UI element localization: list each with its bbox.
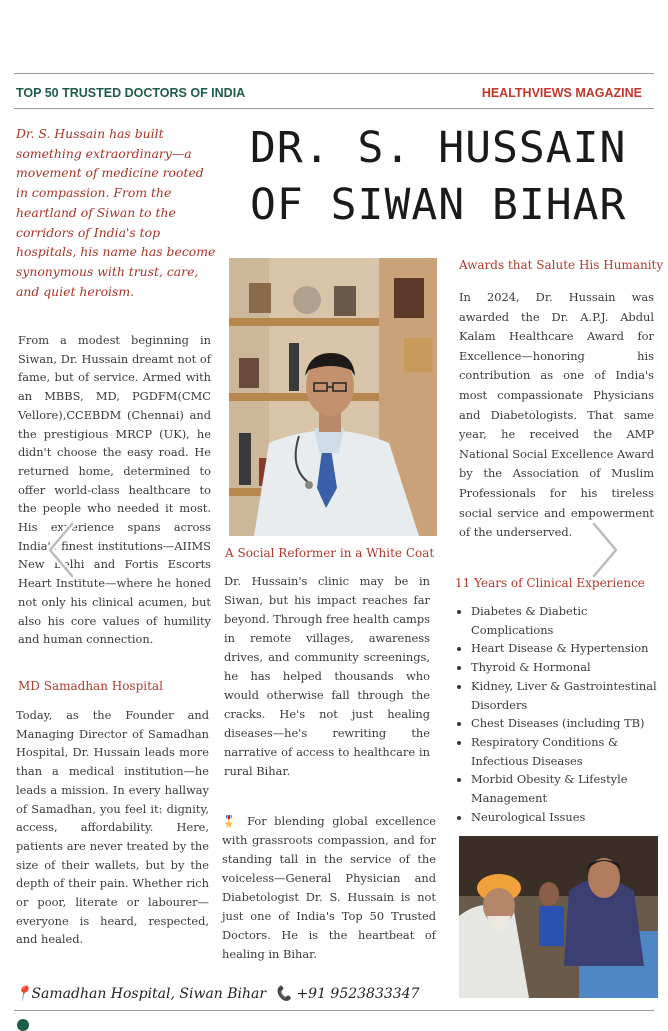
footer-contact <box>14 986 420 1002</box>
header-right-label: HEALTHVIEWS MAGAZINE <box>481 86 642 100</box>
page-indicator-dot <box>17 1019 29 1031</box>
footer-phone[interactable]: +91 9523833347 <box>296 986 420 1002</box>
section-heading-samadhan: MD Samadhan Hospital <box>18 679 163 693</box>
col2-reformer-paragraph: Dr. Hussain's clinic may be in Siwan, but his impact reaches far beyond. Through free health camps in remote villages, awareness drives, and community screenings, he has helped thousands who would otherwise fall through the cracks. He's not just healing diseases—he's rewriting the narrative of access to healthcare in rural Bihar. <box>224 574 430 778</box>
pin-icon: 📍 <box>14 986 32 1002</box>
list-item: • Diabetes & Diabetic Complications <box>471 602 668 639</box>
list-item: • Heart Disease & Hypertension <box>471 639 668 658</box>
section-heading-reformer: A Social Reformer in a White Coat <box>225 546 435 560</box>
col1-intro-paragraph: From a modest beginning in Siwan, Dr. Hussain dreamt not of fame, but of service. Armed with an MBBS, MD, PGDFM(CMC Vellore),CCEBDM (Chennai) and the prestigious MRCP (UK), he didn't choose the easy road. He returned home, determined to offer world-class healthcare to the people who needed it most. His experience spans across India's finest institutions—AIIMS New Delhi and Fortis Escorts Heart Institute—where he honed not only his clinical acumen, but also his core values of humility and human connection. <box>18 333 211 647</box>
col2-closing-text: For blending global excellence with grassroots compassion, and for standing tall in the service of the voiceless—General Physician and Diabetologist Dr. S. Hussain is not just one of India's Top 50 Trusted Doctors. He is the heartbeat of healing in Bihar. <box>222 814 436 961</box>
specialty-list <box>457 602 668 826</box>
list-item: • Chest Diseases (including TB) <box>471 714 668 733</box>
list-item: • Respiratory Conditions & Infectious Diseases <box>471 733 668 770</box>
section-heading-awards: Awards that Salute His Humanity <box>459 258 664 272</box>
list-item: • Kidney, Liver & Gastrointestinal Disorders <box>471 677 668 714</box>
prev-page-arrow[interactable] <box>44 520 78 580</box>
section-heading-experience: 11 Years of Clinical Experience <box>455 576 645 590</box>
top-rule <box>14 73 654 74</box>
col2-closing-paragraph <box>222 812 436 964</box>
medal-icon: 🎖️ <box>222 815 240 828</box>
doctor-portrait-photo <box>229 258 437 536</box>
col3-awards-paragraph: In 2024, Dr. Hussain was awarded the Dr. A.P.J. Abdul Kalam Healthcare Award for Excellence—honoring his contribution as one of India's most compassionate Physicians and Diabetologists. That same year, he received the AMP National Social Excellence Award by the Association of Muslim Professionals for his tireless social service and empowerment of the underserved. <box>459 290 654 540</box>
clinic-camp-photo <box>459 836 658 998</box>
phone-icon: 📞 <box>274 986 292 1002</box>
header-left-label: TOP 50 TRUSTED DOCTORS OF INDIA <box>16 86 246 100</box>
list-item: • Neurological Issues <box>471 808 668 827</box>
header-rule <box>14 108 654 109</box>
title-line-2: OF SIWAN BIHAR <box>250 180 627 230</box>
next-page-arrow[interactable] <box>588 520 622 580</box>
page-title <box>250 120 626 234</box>
list-item: • Morbid Obesity & Lifestyle Management <box>471 770 668 807</box>
title-line-1: DR. S. HUSSAIN <box>250 123 627 173</box>
intro-quote: Dr. S. Hussain has built something extraordinary—a movement of medicine rooted in compassion. From the heartland of Siwan to the corridors of India's top hospitals, his name has become synonymous with trust, care, and quiet heroism. <box>16 126 216 299</box>
list-item: • Thyroid & Hormonal <box>471 658 668 677</box>
footer-location: Samadhan Hospital, Siwan Bihar <box>31 986 267 1002</box>
col1-samadhan-paragraph: Today, as the Founder and Managing Director of Samadhan Hospital, Dr. Hussain leads more than a medical institution—he leads a mission. In every hallway of Samadhan, you feel it: dignity, access, affordability. Here, patients are never treated by the size of their wallets, but by the depth of their pain. Whether rich or poor, literate or labourer—everyone is heard, respected, and healed. <box>16 708 209 947</box>
bottom-rule <box>14 1010 654 1011</box>
